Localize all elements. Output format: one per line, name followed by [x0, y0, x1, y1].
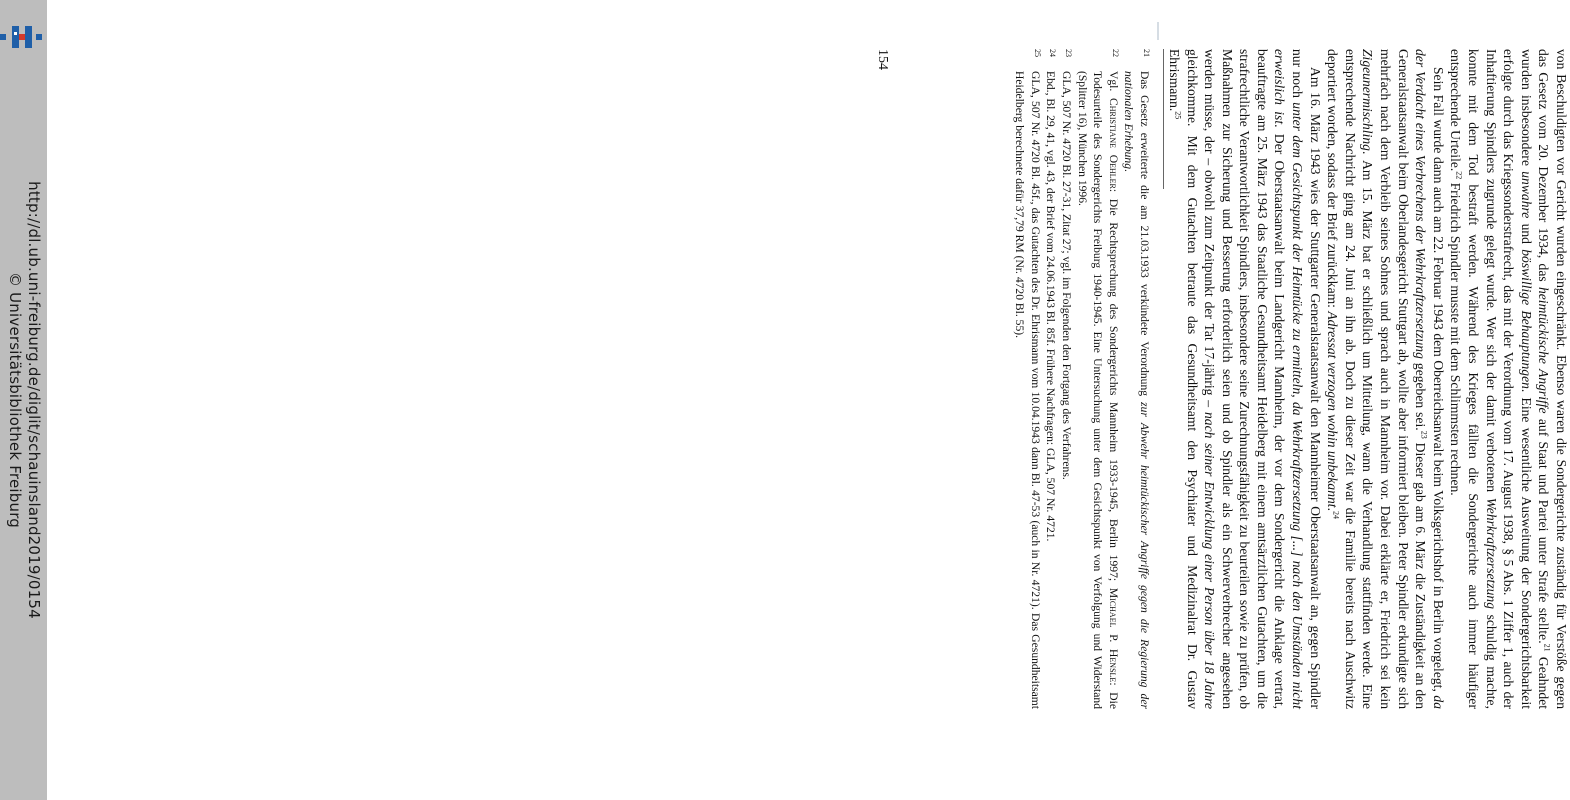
footnote	[1058, 49, 1074, 709]
footnote-text	[1074, 71, 1121, 709]
text-run: und	[1518, 218, 1534, 250]
author-name: Christiane Oehler	[1106, 98, 1120, 189]
text-run: Dieser gab am 6. März die Zuständigkeit an den Generalstaatsanwalt beim Oberlandesgericht Stuttgart ab, wollte aber informiert bleiben. Peter Spindler erkundigte sich mehrfach nach dem Verbleib seines Sohnes und sprach auch in Mannheim vor. Dabei erklärte er, Friedrich sei kein	[1378, 49, 1429, 710]
footnote-number: 22	[1110, 49, 1120, 57]
paragraph	[1165, 49, 1323, 709]
text-run: : Die Rechtsprechung des Sondergerichts Mannheim 1933-1945, Berlin 1997;	[1106, 188, 1120, 588]
text-run: gegeben sei.	[1413, 358, 1429, 431]
italic-text: unter dem Gesichtspunkt der Heimtücke zu ermitteln, da Wehrkraftzersetzung [...] nach den Umständen nicht erweislich ist	[1272, 49, 1306, 709]
italic-text: zur Abwehr heimtückischer Angriffe gegen die Regierung der nationalen Erhebung	[1122, 71, 1151, 709]
footnote-number: 24	[1048, 49, 1058, 57]
footnote-number: 21	[1142, 49, 1151, 57]
page-edge-marker	[1151, 22, 1159, 40]
ub-freiburg-logo-icon[interactable]	[0, 20, 46, 54]
paragraph	[1447, 49, 1570, 709]
page-number: 154	[875, 49, 890, 70]
italic-text: nach seiner Entwicklung einer Person über 18 Jahre	[1202, 411, 1218, 709]
footnote-separator	[1163, 49, 1164, 189]
permalink-url[interactable]: http://dl.ub.uni-freiburg.de/diglit/schauinsland2019/0154	[25, 181, 43, 619]
footnote-ref: 23	[1419, 430, 1429, 439]
text-run: .	[1122, 169, 1136, 172]
text-run: auf Staat und Partei unter Strafe stellte.	[1536, 413, 1552, 644]
italic-text: Adressat verzogen wohin unbekannt	[1325, 311, 1341, 508]
text-run: Das Gesetz erweiterte die am 21.03.1933 verkündete Verordnung	[1138, 71, 1151, 403]
footnote	[1012, 49, 1043, 709]
italic-text: böswillige Behauptungen	[1518, 249, 1534, 389]
footnote-number: 25	[1032, 49, 1042, 57]
footnote-ref: 21	[1542, 643, 1552, 652]
text-run: GLA, 507 Nr. 4720 Bl. 45f., das Gutachten des Dr. Ehrismann vom 10.04.1943 dann Bl. 47-53 (auch in Nr. 4721). Das Gesundheitsamt Heidelberg berechnete dafür 37,79 RM (Nr. 4720 Bl. 55).	[1013, 71, 1042, 709]
footnote	[1043, 49, 1059, 709]
footnote	[1074, 49, 1121, 709]
paragraph	[1324, 49, 1447, 709]
text-run: . Der Oberstaatsanwalt beim Landgericht Mannheim, der vor dem Sondergericht die Anklage vertrat, beauftragte am 25. März 1943 das Staatliche Gesundheitsamt Heidelberg mit einem amtsärztlichen Gutachten, um die strafrechtliche Verantwortlichkeit Spindlers, insbesondere seine Zurechnungsfähigkeit zu beurteilen sowie zu prüfen, ob Maßnahmen zur Sicherung und Besserung erforderlich seien und ob Spindler als ein Schwerverbrecher angesehen werden müsse, der – obwohl zum Zeitpunkt der Tat 17-jährig –	[1202, 49, 1288, 709]
footnote-text	[1058, 71, 1074, 709]
text-run: Am 16. März 1943 wies der Stuttgarter Generalstaatsanwalt den Mannheimer Oberstaatsanwalt an, gegen Spindler nur noch	[1290, 49, 1323, 709]
scanned-page	[580, 45, 1570, 755]
footnote-ref: 25	[1173, 111, 1183, 120]
text-run: gleichkomme. Mit dem Gutachten betraute das Gesundheitsamt den Psychiater und Medizinalrat Dr. Gustav Ehrismann.	[1166, 49, 1200, 709]
text-run: . Eine wesentliche Ausweitung der Sondergerichtsbarkeit erfolgte durch das Kriegssonderstrafrecht, das mit der Verordnung vom 17. August 1938, § 5 Abs. 1 Ziffer 1, auch der Inhaftierung Spindlers zugrunde gelegt wurde. Wer sich der damit verbotenen	[1483, 49, 1534, 709]
footnotes	[1012, 49, 1152, 709]
footnote-text	[1012, 71, 1043, 709]
italic-text: unwahre	[1518, 171, 1534, 219]
text-run: : Die Todesurteile des Sondergerichts Freiburg 1940-1945. Eine Untersuchung unter dem Gesichtspunkt von Verfolgung und Widerstand (Splitter 16), München 1996.	[1075, 71, 1120, 710]
body-text	[1165, 49, 1570, 709]
text-run: Sein Fall wurde dann auch am 22. Februar 1943 dem Oberreichsanwalt beim Volksgerichtshof in Berlin vorgelegt,	[1430, 67, 1446, 696]
footnote-text	[1121, 71, 1152, 709]
footnote-ref: 24	[1331, 510, 1341, 519]
author-name: Michael P. Hensle	[1106, 587, 1120, 683]
footnote	[1121, 49, 1152, 709]
text-run: Ebd., Bl. 29, 41, vgl. 43, der Brief vom 24.06.1943 Bl. 85f. Frühere Nachfragen: GLA, 507 Nr. 4721.	[1044, 71, 1058, 542]
viewer-citation	[5, 181, 43, 619]
footnote-text	[1043, 71, 1059, 709]
viewer-sidebar	[0, 0, 47, 800]
text-run: GLA, 507 Nr. 4720 Bl. 27-31, Zitat 27; vgl. im Folgenden den Fortgang des Verfahrens.	[1060, 71, 1074, 480]
italic-text: Wehrkraftzersetzung	[1483, 497, 1499, 609]
text-run: .	[1325, 507, 1341, 511]
italic-text: Zigeunermischling	[1360, 49, 1376, 151]
text-run: Friedrich Spindler musste mit dem Schlimmsten rechnen.	[1448, 179, 1464, 496]
footnote-ref: 22	[1454, 171, 1464, 180]
copyright-notice: © Universitätsbibliothek Freiburg	[6, 271, 24, 529]
text-run: schuldig machte, konnte mit dem Tod bestraft werden. Während des Krieges fällten die Sondergerichte auch immer häufiger entsprechende Urteile.	[1448, 49, 1499, 709]
text-run: von Beschuldigten vor Gericht wurden eingeschränkt. Ebenso waren die Sondergerichte zuständig für Verstöße gegen das Gesetz vom 20. Dezember 1934, das	[1536, 49, 1569, 709]
text-run: Geahndet wurden insbesondere	[1518, 49, 1552, 710]
italic-text: da der Verdacht eines Verbrechens der Wehrkraftzersetzung	[1413, 49, 1446, 709]
text-run: Vgl.	[1106, 71, 1120, 99]
italic-text: heimtückische Angriffe	[1536, 286, 1552, 414]
footnote-number: 23	[1064, 49, 1074, 57]
text-run: . Am 15. März bat er schließlich um Mitteilung, wann die Verhandlung stattfinden werde. Eine entsprechende Nachricht ging am 24. Juni an ihn ab. Doch zu dieser Zeit war die Familie bereits nach Auschwitz deportiert worden, sodass der Brief zurückkam:	[1325, 49, 1376, 709]
